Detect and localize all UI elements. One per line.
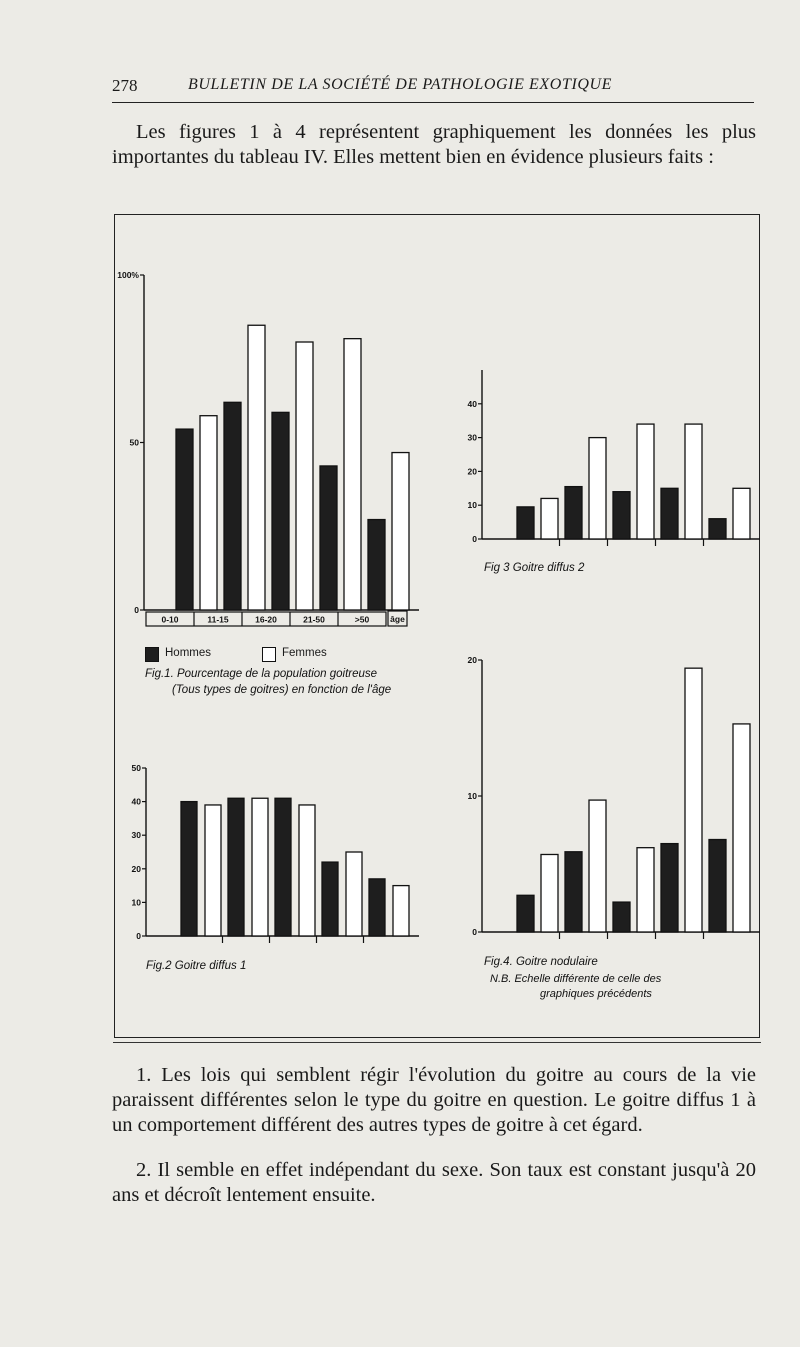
fig3-bar-men-2: [613, 492, 630, 539]
fig1-caption-line1: Fig.1. Pourcentage de la population goitreuse: [145, 668, 378, 680]
fig1-age-label: âge: [390, 614, 405, 624]
fig3-ytick-label-1: 10: [467, 500, 477, 511]
fig1-caption-line2: (Tous types de goitres) en fonction de l'âge: [172, 684, 392, 696]
fig2-ytick-label-3: 30: [131, 830, 141, 841]
fig4-bar-women-1: [589, 800, 606, 932]
fig3-bar-men-4: [709, 519, 726, 539]
fig4-caption-line1: Fig.4. Goitre nodulaire: [484, 956, 598, 968]
fig1-ytick-label-1: 50: [129, 437, 139, 448]
paragraph-1: 1. Les lois qui semblent régir l'évolution du goitre au cours de la vie paraissent différentes selon le type du goitre en question. Le goitre diffus 1 à un comportement différent des autres types de goitre à cet égard.: [112, 1064, 756, 1136]
fig1-bar-women-0: [200, 416, 217, 610]
fig4-bar-men-1: [565, 852, 582, 932]
fig1-category-label-3: 21-50: [303, 614, 325, 625]
fig4-bar-women-2: [637, 848, 654, 932]
fig1-category-label-0: 0-10: [161, 614, 179, 625]
fig2-chart: [116, 758, 396, 953]
fig1-bar-women-1: [248, 325, 265, 610]
fig1-bar-women-4: [392, 453, 409, 610]
fig3-bar-men-0: [517, 507, 534, 539]
intro-paragraph: Les figures 1 à 4 représentent graphiquement les données les plus importantes du tableau IV. Elles mettent bien en évidence plusieurs faits :: [112, 121, 756, 168]
fig3-caption: Fig 3 Goitre diffus 2: [484, 562, 585, 574]
fig2-bar-women-4: [393, 886, 409, 936]
running-header: [112, 74, 754, 103]
legend-label-women: Femmes: [282, 647, 327, 659]
fig2-bar-men-0: [181, 802, 197, 936]
fig2-bar-women-0: [205, 805, 221, 936]
fig2-bar-women-2: [299, 805, 315, 936]
fig4-bar-women-3: [685, 668, 702, 932]
fig4-caption-line2: N.B. Echelle différente de celle des: [490, 973, 662, 985]
fig3-bar-women-2: [637, 424, 654, 539]
fig2-bar-men-1: [228, 798, 244, 936]
fig2-ytick-label-0: 0: [136, 931, 141, 941]
fig3-chart: [455, 365, 740, 555]
fig3-bar-men-1: [565, 487, 582, 539]
fig3-bar-women-1: [589, 438, 606, 539]
legend-label-men: Hommes: [165, 647, 212, 659]
fig1-bar-men-0: [176, 429, 193, 610]
page-number: 278: [112, 76, 138, 95]
fig2-ytick-label-2: 20: [131, 863, 141, 874]
fig1-category-label-1: 11-15: [207, 614, 229, 625]
fig1-ytick-label-0: 0: [134, 605, 139, 615]
fig4-chart: [455, 655, 740, 950]
fig4-bar-women-4: [733, 724, 750, 932]
legend-swatch-men: [145, 647, 159, 662]
fig3-bar-women-4: [733, 488, 750, 539]
fig4-bar-men-4: [709, 840, 726, 932]
fig2-bar-women-1: [252, 798, 268, 936]
fig1-ytick-label-2: 100%: [117, 270, 139, 280]
fig2-bar-men-3: [322, 862, 338, 936]
fig2-ytick-label-5: 50: [131, 763, 141, 773]
fig1-chart: [116, 265, 405, 635]
fig4-ytick-label-0: 0: [472, 927, 477, 937]
fig1-legend: [145, 645, 365, 665]
fig1-category-label-4: >50: [354, 614, 370, 625]
fig2-bar-men-4: [369, 879, 385, 936]
fig3-ytick-label-0: 0: [472, 534, 477, 544]
fig2-ytick-label-4: 40: [131, 796, 141, 807]
fig1-bar-men-4: [368, 520, 385, 610]
fig1-bar-men-1: [224, 402, 241, 610]
fig1-bar-women-3: [344, 339, 361, 610]
fig3-bar-women-3: [685, 424, 702, 539]
fig4-ytick-label-2: 20: [467, 655, 477, 665]
legend-swatch-women: [262, 647, 276, 662]
fig3-bar-men-3: [661, 488, 678, 539]
fig1-bar-men-2: [272, 412, 289, 610]
running-title: BULLETIN DE LA SOCIÉTÉ DE PATHOLOGIE EXOTIQUE: [188, 76, 613, 93]
fig1-bar-men-3: [320, 466, 337, 610]
fig2-caption: Fig.2 Goitre diffus 1: [146, 960, 247, 972]
fig3-ytick-label-4: 40: [467, 398, 477, 409]
fig1-bar-women-2: [296, 342, 313, 610]
fig4-caption-line3: graphiques précédents: [540, 988, 652, 1000]
fig4-bar-men-2: [613, 902, 630, 932]
fig2-bar-women-3: [346, 852, 362, 936]
fig4-bar-men-0: [517, 895, 534, 932]
fig4-bar-men-3: [661, 844, 678, 932]
fig3-bar-women-0: [541, 498, 558, 539]
fig3-ytick-label-3: 30: [467, 432, 477, 443]
paragraph-2: 2. Il semble en effet indépendant du sexe. Son taux est constant jusqu'à 20 ans et décroît lentement ensuite.: [112, 1159, 756, 1206]
fig4-ytick-label-1: 10: [467, 791, 477, 801]
fig1-category-label-2: 16-20: [255, 614, 277, 625]
fig3-ytick-label-2: 20: [467, 466, 477, 477]
fig2-ytick-label-1: 10: [131, 897, 141, 908]
fig4-bar-women-0: [541, 854, 558, 932]
fig2-bar-men-2: [275, 798, 291, 936]
